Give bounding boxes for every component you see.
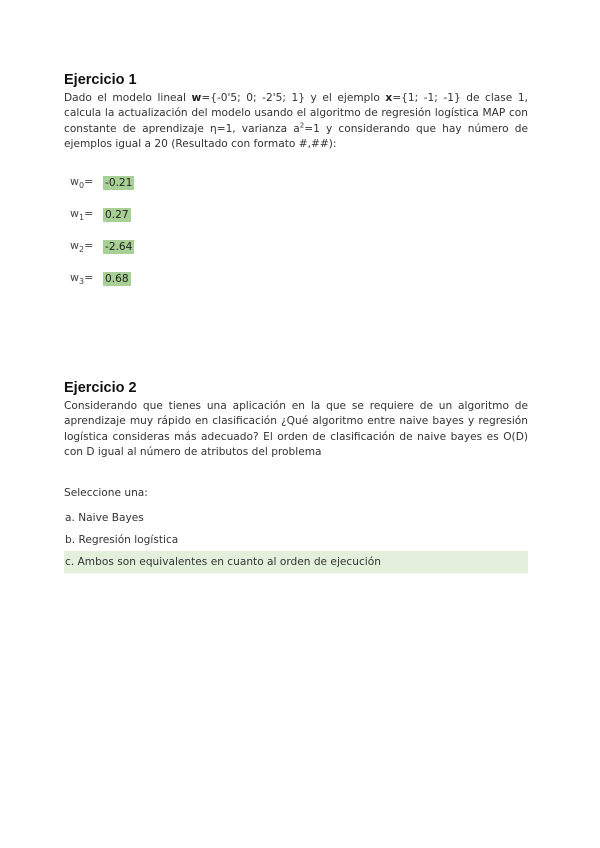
option-a[interactable]: a. Naive Bayes (65, 511, 144, 524)
answer-label-w2 (64, 239, 103, 254)
select-prompt: Seleccione una: (64, 486, 148, 499)
question-2-title: Ejercicio 2 (64, 380, 137, 396)
option-list (64, 507, 528, 573)
answer-equals: = (84, 207, 94, 221)
answer-label-w0 (64, 175, 103, 190)
answer-label-w1 (64, 207, 103, 222)
question-2-text: Considerando que tienes una aplicación en la que se requiere de un algoritmo de aprendizaje muy rápido en clasificación ¿Qué algoritmo entre naive bayes y regresión logística consideras más adecuado? El orden de clasificación de naive bayes es O(D) con D igual al número de atributos del problema (64, 400, 528, 459)
answer-subscript: 0 (79, 181, 85, 191)
answer-equals: = (84, 175, 94, 189)
option-b[interactable]: b. Regresión logística (65, 533, 179, 546)
answer-var: w (70, 175, 79, 189)
answer-subscript: 2 (79, 245, 85, 255)
answer-input-w2[interactable]: -2.64 (105, 240, 133, 253)
answer-subscript: 3 (79, 277, 85, 287)
answer-equals: = (84, 271, 94, 285)
answer-var: w (70, 207, 79, 221)
question-2 (64, 380, 528, 573)
q1-w-symbol: w (191, 92, 202, 104)
q1-text-part-2: ={-0'5; 0; -2'5; 1} y el ejemplo (201, 92, 386, 104)
q1-text-part-3: ={1; -1; -1} de clase 1, calcula la actualización del modelo usando el algoritmo de regresión logística MAP con constante de aprendizaje η=1, varianza a (64, 92, 528, 135)
answer-subscript: 1 (79, 213, 85, 223)
question-1-title: Ejercicio 1 (64, 72, 137, 88)
answer-row-w2 (64, 239, 528, 255)
answer-var: w (70, 271, 79, 285)
answer-row-w0 (64, 175, 528, 191)
answer-list (64, 175, 528, 287)
q1-superscript: 2 (299, 121, 305, 130)
q1-text-part-4: =1 y considerando que hay número de ejemplos igual a 20 (Resultado con formato #,##): (64, 122, 528, 151)
answer-equals: = (84, 239, 94, 253)
answer-input-w1[interactable]: 0.27 (105, 208, 129, 221)
q1-text-part-1: Dado el modelo lineal (64, 92, 192, 104)
answer-input-w0[interactable]: -0.21 (105, 176, 133, 189)
answer-row-w3 (64, 271, 528, 287)
answer-var: w (70, 239, 79, 253)
answer-input-w3[interactable]: 0.68 (105, 272, 129, 285)
answer-row-w1 (64, 207, 528, 223)
option-c-selected[interactable]: c. Ambos son equivalentes en cuanto al orden de ejecución (64, 551, 528, 573)
question-1 (64, 72, 528, 303)
question-1-text (64, 91, 528, 153)
answer-label-w3 (64, 271, 103, 286)
q1-x-symbol: x (385, 92, 393, 104)
